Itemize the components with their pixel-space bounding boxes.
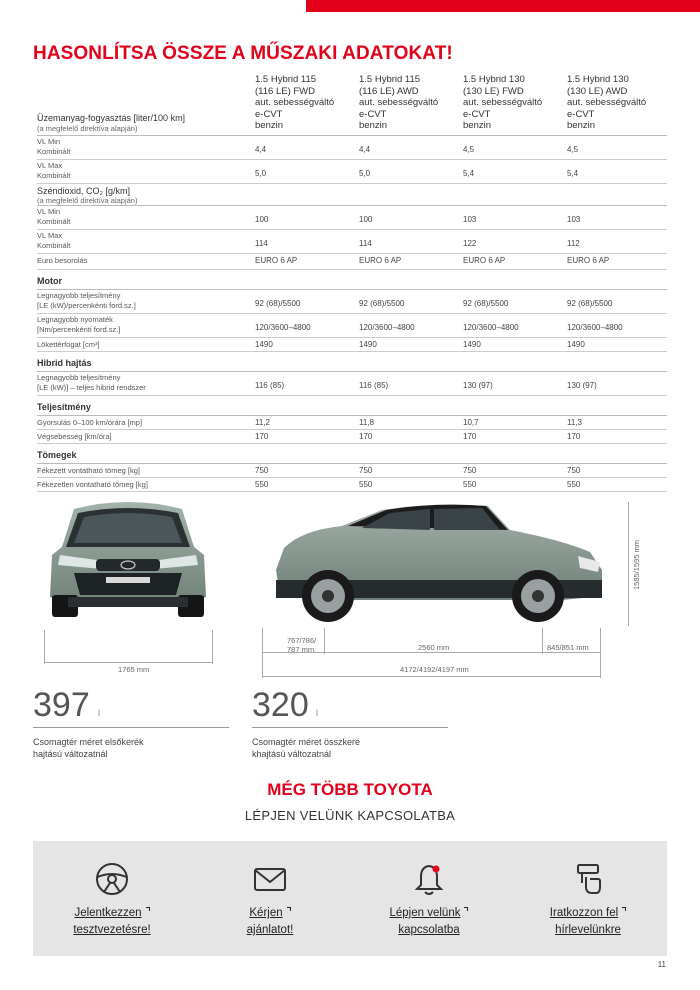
cell: 170 (359, 432, 373, 441)
performance-section-title (37, 396, 667, 416)
column-header-2 (359, 74, 438, 132)
row-label: Fékezett vontatható tömeg [kg] (37, 466, 140, 475)
cell: 550 (567, 480, 581, 489)
quote-label[interactable]: Kérjen ajánlatot! (246, 907, 294, 936)
row-label: VL Max Kombinált (37, 161, 71, 180)
cell: EURO 6 AP (567, 256, 610, 265)
row-label: Fékezetlen vontatható tömeg [kg] (37, 480, 148, 489)
column-header-4 (567, 74, 646, 132)
cell: 122 (463, 239, 477, 248)
cell: 120/3600–4800 (463, 323, 519, 332)
width-tick-left (44, 630, 45, 664)
col4-line3: aut. sebességváltó (567, 97, 647, 108)
cell: 114 (359, 239, 372, 248)
cell: 750 (359, 466, 373, 475)
cell: 5,4 (463, 169, 475, 178)
col1-line1: 1.5 Hybrid 115 (255, 74, 317, 85)
cell: 1490 (255, 340, 273, 349)
contact-box (33, 841, 667, 956)
more-toyota-title: MÉG TÖBB TOYOTA (267, 780, 433, 799)
contact-us-subtitle: LÉPJEN VELÜNK KAPCSOLATBA (244, 808, 456, 823)
col2-line5: benzin (359, 120, 387, 131)
cell: 1490 (567, 340, 585, 349)
row-label: Végsebesség [km/óra] (37, 432, 112, 441)
cell: 750 (255, 466, 269, 475)
width-tick-right (212, 630, 213, 664)
cell: 4,5 (567, 145, 579, 154)
column-header-3 (463, 74, 542, 132)
front-overhang-label: 767/786/ 787 mm (287, 636, 317, 654)
table-row (37, 464, 667, 478)
table-row (37, 206, 667, 230)
wheelbase-label: 2560 mm (418, 643, 450, 652)
test-drive-link[interactable] (33, 841, 191, 956)
performance-title: Teljesítmény (37, 402, 91, 412)
cell: 116 (85) (255, 381, 285, 390)
cell: 120/3600–4800 (255, 323, 311, 332)
cell: 550 (463, 480, 477, 489)
newsletter-icon (570, 861, 606, 897)
length-line (262, 676, 600, 677)
cell: 4,4 (359, 145, 371, 154)
top-accent-bar (306, 0, 700, 12)
column-header-1 (255, 74, 334, 132)
row-label: Gyorsulás 0–100 km/órára [mp] (37, 418, 143, 427)
newsletter-link[interactable] (509, 841, 667, 956)
cell: 10,7 (463, 418, 479, 427)
page-number: 11 (657, 960, 666, 969)
trunk-awd-line (252, 727, 448, 728)
co2-title: Széndioxid, CO₂ [g/km] (37, 186, 131, 196)
cell: 103 (463, 215, 477, 224)
cell: 550 (255, 480, 269, 489)
col3-line3: aut. sebességváltó (463, 97, 543, 108)
row-label: Euro besorolás (37, 256, 88, 265)
col2-line2: (116 LE) AWD (359, 85, 419, 97)
width-label: 1765 mm (118, 665, 150, 674)
table-row (37, 416, 667, 430)
cell: 130 (97) (567, 381, 597, 390)
cell: 92 (68)/5500 (359, 299, 405, 308)
hybrid-section-title (37, 352, 667, 372)
hybrid-title: Hibrid hajtás (37, 358, 92, 368)
cell: 130 (97) (463, 381, 493, 390)
cell: 120/3600–4800 (567, 323, 623, 332)
bell-icon (411, 861, 447, 897)
quote-link[interactable] (191, 841, 349, 956)
cell: 5,0 (359, 169, 371, 178)
col3-line2: (130 LE) FWD (463, 85, 524, 97)
col4-line1: 1.5 Hybrid 130 (567, 74, 629, 85)
cell: 92 (68)/5500 (463, 299, 509, 308)
table-row (37, 314, 667, 338)
trunk-fwd-desc: Csomagtér méret elsőkerék hajtású változatnál (33, 737, 144, 759)
cell: 112 (567, 239, 580, 248)
table-row (37, 160, 667, 184)
spec-table (37, 74, 667, 492)
table-row (37, 254, 667, 270)
trunk-awd-unit: l (316, 708, 318, 718)
cell: 750 (463, 466, 477, 475)
rear-overhang-label: 845/851 mm (547, 643, 589, 652)
col1-line5: benzin (255, 120, 283, 131)
weights-section-title (37, 444, 667, 464)
steering-wheel-icon (94, 861, 130, 897)
trunk-awd-desc: Csomagtér méret összkeré khajtású változatnál (252, 737, 361, 759)
cell: 5,0 (255, 169, 267, 178)
wheelbase-tick-left (324, 628, 325, 654)
col3-line1: 1.5 Hybrid 130 (463, 74, 525, 85)
col1-line3: aut. sebességváltó (255, 97, 335, 108)
trunk-fwd-unit: l (98, 708, 100, 718)
height-label: 1585/1595 mm (632, 539, 641, 590)
table-row (37, 136, 667, 160)
row-label: Lökettérfogat [cm³] (37, 340, 100, 349)
cell: 116 (85) (359, 381, 389, 390)
weights-title: Tömegek (37, 450, 77, 460)
car-side-image (262, 500, 618, 625)
cell: 170 (255, 432, 269, 441)
wheelbase-tick-right (542, 628, 543, 654)
table-row (37, 372, 667, 396)
col3-line4: e-CVT (463, 108, 491, 120)
col2-line4: e-CVT (359, 108, 387, 120)
row-label: VL Min Kombinált (37, 137, 71, 156)
cell: 120/3600–4800 (359, 323, 415, 332)
cell: 750 (567, 466, 581, 475)
col4-line4: e-CVT (567, 108, 595, 120)
table-row (37, 478, 667, 492)
table-row (37, 230, 667, 254)
cell: 170 (567, 432, 581, 441)
col2-line1: 1.5 Hybrid 115 (359, 74, 421, 85)
cell: 100 (255, 215, 269, 224)
cell: 5,4 (567, 169, 579, 178)
col4-line2: (130 LE) AWD (567, 85, 628, 97)
contact-label[interactable]: Lépjen velünk kapcsolatba (350, 905, 508, 939)
cell: 114 (255, 239, 268, 248)
cell: 92 (68)/5500 (567, 299, 613, 308)
car-front-image (44, 497, 212, 627)
fuel-title: Üzemanyag-fogyasztás [liter/100 km] (37, 113, 186, 123)
cell: 92 (68)/5500 (255, 299, 301, 308)
length-label: 4172/4192/4197 mm (400, 665, 469, 674)
motor-section-title (37, 270, 667, 290)
row-label: Legnagyobb nyomaték [Nm/percenkénti ford.sz.] (37, 315, 121, 334)
col3-line5: benzin (463, 120, 491, 131)
width-line (44, 662, 212, 663)
motor-title: Motor (37, 276, 62, 286)
cell: 1490 (359, 340, 377, 349)
cell: 170 (463, 432, 477, 441)
col1-line2: (116 LE) FWD (255, 85, 316, 97)
trunk-fwd-value: 397 (33, 686, 90, 724)
cell: EURO 6 AP (255, 256, 298, 265)
contact-link[interactable] (350, 841, 508, 956)
cell: EURO 6 AP (359, 256, 402, 265)
row-label: Legnagyobb teljesítmény [LE (kW)/percenkénti ford.sz.] (37, 291, 136, 310)
cell: 11,2 (255, 418, 270, 427)
length-tick-right (600, 628, 601, 678)
cell: 11,8 (359, 418, 374, 427)
co2-subtitle: (a megfelelő direktíva alapján) (37, 196, 138, 205)
fuel-subtitle: (a megfelelő direktíva alapján) (37, 124, 138, 133)
col2-line3: aut. sebességváltó (359, 97, 439, 108)
table-row (37, 338, 667, 352)
cell: EURO 6 AP (463, 256, 506, 265)
cell: 550 (359, 480, 373, 489)
row-label: VL Min Kombinált (37, 207, 71, 226)
newsletter-label[interactable]: Iratkozzon fel hírlevelünkre (509, 905, 667, 939)
envelope-icon (252, 861, 288, 897)
table-row (37, 430, 667, 444)
height-line (628, 502, 629, 626)
cell: 11,3 (567, 418, 582, 427)
trunk-fwd-line (33, 727, 229, 728)
spec-header-row (37, 74, 667, 136)
row-label: VL Max Kombinált (37, 231, 71, 250)
test-drive-label[interactable]: Jelentkezzen tesztvezetésre! (73, 907, 151, 936)
fuel-section-title (37, 113, 185, 133)
cell: 4,5 (463, 145, 475, 154)
page-title: HASONLÍTSA ÖSSZE A MŰSZAKI ADATOKAT! (33, 43, 453, 64)
table-row (37, 290, 667, 314)
cell: 100 (359, 215, 373, 224)
row-label: Legnagyobb teljesítmény [LE (kW)] – teljes hibrid rendszer (37, 373, 146, 392)
col1-line4: e-CVT (255, 108, 283, 120)
cell: 4,4 (255, 145, 267, 154)
length-tick-left (262, 628, 263, 678)
cell: 1490 (463, 340, 481, 349)
col4-line5: benzin (567, 120, 595, 131)
cell: 103 (567, 215, 581, 224)
trunk-awd-value: 320 (252, 686, 309, 724)
co2-section-title (37, 184, 667, 206)
